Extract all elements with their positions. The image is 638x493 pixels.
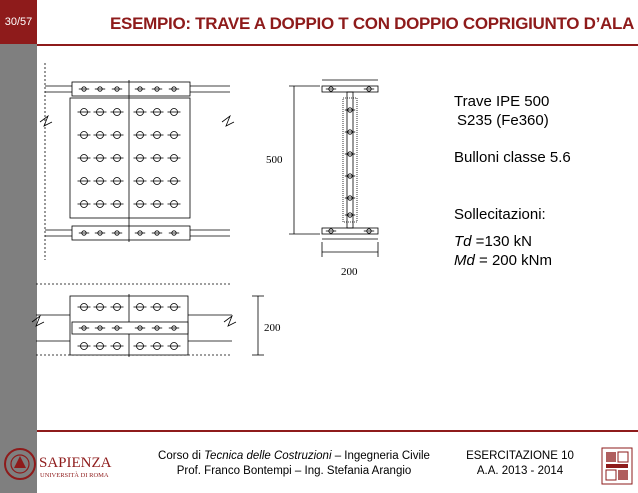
loads-heading: Sollecitazioni: — [454, 206, 546, 223]
td-value: =130 kN — [471, 233, 532, 250]
md-value: = 200 kNm — [474, 252, 552, 269]
professors: Prof. Franco Bontempi – Ing. Stefania Arangio — [176, 465, 412, 477]
department-logo — [600, 446, 634, 491]
slide-title: ESEMPIO: TRAVE A DOPPIO T CON DOPPIO COPRIGIUNTO D’ALA — [110, 14, 635, 33]
bolt-class: Bulloni classe 5.6 — [454, 149, 571, 166]
md-line — [454, 251, 571, 270]
university-subtitle: UNIVERSITÀ DI ROMA — [40, 472, 109, 479]
dim-height-label: 500 — [266, 154, 283, 166]
dim-bottom-label: 200 — [264, 322, 281, 334]
dim-width-label: 200 — [341, 266, 358, 278]
sapienza-logo — [2, 446, 112, 487]
footer-divider — [37, 430, 638, 432]
beam-type: Trave IPE 500 — [454, 93, 550, 110]
page-number: 30/57 — [0, 0, 37, 44]
md-label: Md — [454, 252, 475, 269]
course-info — [144, 449, 444, 479]
course-name: Tecnica delle Costruzioni — [204, 450, 332, 462]
university-name: SAPIENZA — [39, 455, 112, 471]
td-line — [454, 232, 571, 251]
td-label: Td — [454, 233, 472, 250]
steel-grade: S235 (Fe360) — [457, 112, 549, 129]
exercise-info — [455, 449, 585, 479]
beam-info — [454, 92, 571, 270]
course-suffix: – Ingegneria Civile — [331, 450, 430, 462]
course-prefix: Corso di — [158, 450, 205, 462]
exercise-number: ESERCITAZIONE 10 — [466, 450, 574, 462]
academic-year: A.A. 2013 - 2014 — [476, 465, 564, 477]
